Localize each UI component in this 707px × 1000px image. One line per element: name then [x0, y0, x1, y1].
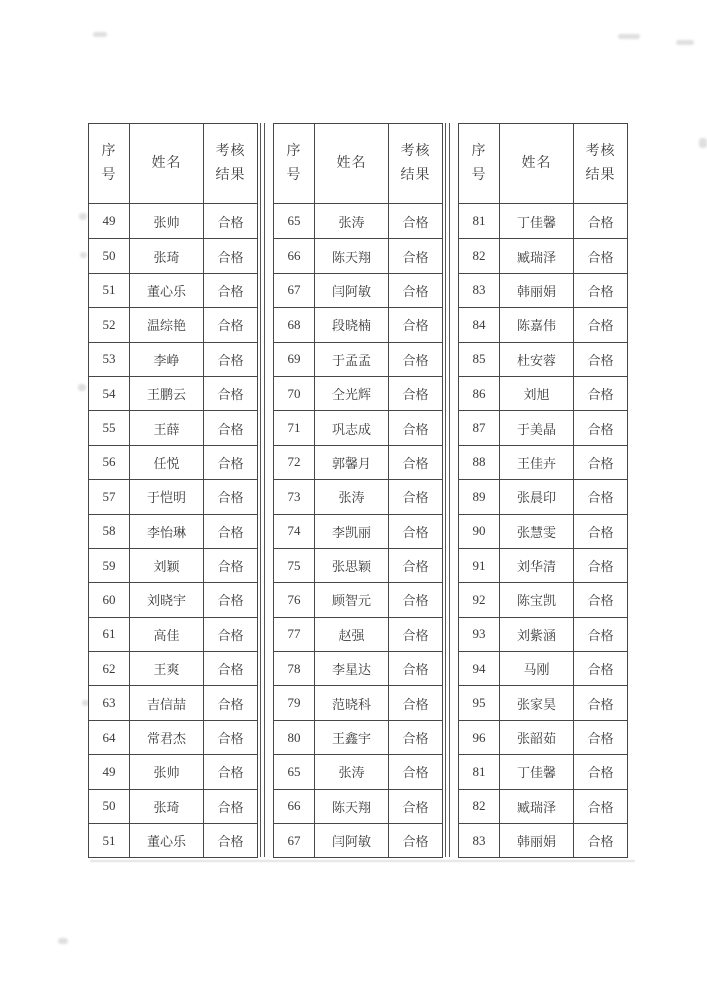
cell-serial: 50 — [102, 248, 116, 264]
table-divider-strip — [445, 123, 450, 857]
table-row — [274, 514, 442, 548]
cell-serial: 77 — [287, 626, 301, 642]
cell-name: 李峥 — [129, 343, 203, 376]
cell-result: 合格 — [203, 583, 257, 616]
cell-result: 合格 — [203, 549, 257, 582]
cell-serial: 72 — [287, 454, 301, 470]
cell-name: 赵强 — [314, 618, 388, 651]
table-row — [274, 789, 442, 823]
cell-serial: 65 — [287, 763, 301, 779]
table-row — [274, 685, 442, 719]
cell-name: 张琦 — [129, 239, 203, 272]
cell-name: 刘紫涵 — [499, 618, 573, 651]
cell-result: 合格 — [203, 239, 257, 272]
scan-artifact — [618, 34, 640, 39]
cell-name: 王薛 — [129, 411, 203, 444]
cell-name: 张慧雯 — [499, 515, 573, 548]
table-row — [274, 479, 442, 513]
cell-name: 臧瑞泽 — [499, 790, 573, 823]
cell-serial: 88 — [472, 454, 486, 470]
table-row — [89, 720, 257, 754]
table-row — [89, 445, 257, 479]
cell-serial: 52 — [102, 316, 116, 332]
cell-name: 郭馨月 — [314, 446, 388, 479]
cell-serial: 74 — [287, 523, 301, 539]
cell-name: 王爽 — [129, 652, 203, 685]
cell-serial: 51 — [102, 282, 116, 298]
table-row — [459, 823, 627, 857]
cell-serial: 64 — [102, 729, 116, 745]
cell-serial: 55 — [102, 420, 116, 436]
cell-result: 合格 — [573, 480, 627, 513]
table-row — [274, 445, 442, 479]
cell-name: 高佳 — [129, 618, 203, 651]
cell-result: 合格 — [388, 308, 442, 341]
cell-serial: 81 — [472, 763, 486, 779]
cell-name: 丁佳馨 — [499, 204, 573, 238]
table-divider-strip — [260, 123, 265, 857]
cell-result: 合格 — [573, 686, 627, 719]
cell-serial: 87 — [472, 420, 486, 436]
table-body — [274, 204, 442, 857]
cell-serial: 95 — [472, 695, 486, 711]
cell-result: 合格 — [388, 721, 442, 754]
cell-result: 合格 — [203, 274, 257, 307]
cell-result: 合格 — [203, 686, 257, 719]
table-row — [459, 720, 627, 754]
cell-serial: 67 — [287, 282, 301, 298]
table-row — [274, 307, 442, 341]
cell-serial: 54 — [102, 385, 116, 401]
table-row — [274, 720, 442, 754]
cell-result: 合格 — [573, 618, 627, 651]
cell-result: 合格 — [203, 721, 257, 754]
cell-name: 臧瑞泽 — [499, 239, 573, 272]
cell-result: 合格 — [388, 755, 442, 788]
cell-serial: 86 — [472, 385, 486, 401]
header-serial: 序 号 — [286, 143, 302, 183]
cell-name: 刘颖 — [129, 549, 203, 582]
cell-serial: 66 — [287, 248, 301, 264]
cell-result: 合格 — [573, 721, 627, 754]
table-row — [459, 307, 627, 341]
cell-name: 王鹏云 — [129, 377, 203, 410]
cell-name: 陈嘉伟 — [499, 308, 573, 341]
cell-name: 闫阿敏 — [314, 824, 388, 857]
cell-serial: 63 — [102, 695, 116, 711]
table-row — [89, 754, 257, 788]
cell-name: 张帅 — [129, 204, 203, 238]
cell-result: 合格 — [203, 618, 257, 651]
cell-name: 范晓科 — [314, 686, 388, 719]
tables-container — [88, 123, 628, 858]
table-row — [89, 307, 257, 341]
cell-name: 闫阿敏 — [314, 274, 388, 307]
cell-result: 合格 — [203, 790, 257, 823]
cell-serial: 78 — [287, 660, 301, 676]
cell-name: 张涛 — [314, 755, 388, 788]
cell-serial: 82 — [472, 248, 486, 264]
cell-serial: 51 — [102, 832, 116, 848]
cell-name: 董心乐 — [129, 824, 203, 857]
cell-result: 合格 — [388, 274, 442, 307]
cell-result: 合格 — [203, 377, 257, 410]
cell-result: 合格 — [388, 515, 442, 548]
cell-name: 张家昊 — [499, 686, 573, 719]
cell-result: 合格 — [388, 480, 442, 513]
cell-name: 段晓楠 — [314, 308, 388, 341]
cell-name: 于恺明 — [129, 480, 203, 513]
cell-result: 合格 — [388, 686, 442, 719]
table-row — [89, 376, 257, 410]
cell-serial: 61 — [102, 626, 116, 642]
cell-result: 合格 — [573, 377, 627, 410]
cell-serial: 57 — [102, 488, 116, 504]
cell-result: 合格 — [573, 652, 627, 685]
table-row — [89, 548, 257, 582]
scan-artifact — [58, 938, 68, 944]
cell-serial: 68 — [287, 316, 301, 332]
scan-artifact — [80, 252, 87, 258]
assessment-table-1 — [88, 123, 258, 858]
cell-name: 李凯丽 — [314, 515, 388, 548]
scan-artifact — [79, 213, 87, 220]
header-result: 考核 结果 — [573, 124, 627, 203]
cell-result: 合格 — [203, 308, 257, 341]
cell-result: 合格 — [388, 824, 442, 857]
table-header — [459, 124, 627, 204]
cell-serial: 60 — [102, 591, 116, 607]
cell-result: 合格 — [573, 549, 627, 582]
cell-name: 陈宝凯 — [499, 583, 573, 616]
cell-result: 合格 — [388, 411, 442, 444]
table-row — [89, 273, 257, 307]
header-name: 姓名 — [314, 124, 388, 203]
cell-result: 合格 — [388, 652, 442, 685]
cell-name: 顾智元 — [314, 583, 388, 616]
table-row — [459, 479, 627, 513]
cell-serial: 71 — [287, 420, 301, 436]
cell-name: 李怡琳 — [129, 515, 203, 548]
cell-name: 董心乐 — [129, 274, 203, 307]
table-row — [274, 617, 442, 651]
cell-name: 刘华清 — [499, 549, 573, 582]
cell-name: 丁佳馨 — [499, 755, 573, 788]
scan-artifact — [90, 860, 635, 862]
table-row — [274, 548, 442, 582]
cell-name: 杜安蓉 — [499, 343, 573, 376]
cell-serial: 73 — [287, 488, 301, 504]
cell-serial: 94 — [472, 660, 486, 676]
cell-name: 张涛 — [314, 480, 388, 513]
cell-result: 合格 — [573, 411, 627, 444]
cell-result: 合格 — [573, 824, 627, 857]
cell-result: 合格 — [203, 515, 257, 548]
table-header — [274, 124, 442, 204]
table-row — [459, 410, 627, 444]
table-row — [459, 754, 627, 788]
cell-serial: 50 — [102, 798, 116, 814]
cell-name: 刘晓宇 — [129, 583, 203, 616]
cell-result: 合格 — [388, 343, 442, 376]
cell-name: 王鑫宇 — [314, 721, 388, 754]
assessment-table-2 — [273, 123, 443, 858]
cell-serial: 81 — [472, 213, 486, 229]
header-serial: 序 号 — [101, 143, 117, 183]
table-row — [459, 204, 627, 238]
table-row — [274, 410, 442, 444]
cell-name: 韩丽娟 — [499, 824, 573, 857]
cell-serial: 90 — [472, 523, 486, 539]
cell-result: 合格 — [573, 239, 627, 272]
header-name: 姓名 — [129, 124, 203, 203]
cell-result: 合格 — [203, 480, 257, 513]
table-row — [459, 651, 627, 685]
cell-result: 合格 — [573, 446, 627, 479]
cell-serial: 49 — [102, 763, 116, 779]
cell-serial: 84 — [472, 316, 486, 332]
cell-serial: 83 — [472, 282, 486, 298]
table-header — [89, 124, 257, 204]
cell-serial: 91 — [472, 557, 486, 573]
table-row — [459, 445, 627, 479]
cell-name: 于孟孟 — [314, 343, 388, 376]
cell-name: 任悦 — [129, 446, 203, 479]
table-body — [89, 204, 257, 857]
table-row — [89, 789, 257, 823]
cell-result: 合格 — [573, 204, 627, 238]
cell-result: 合格 — [573, 755, 627, 788]
table-row — [459, 376, 627, 410]
header-result: 考核 结果 — [203, 124, 257, 203]
cell-serial: 85 — [472, 351, 486, 367]
table-row — [89, 238, 257, 272]
cell-serial: 89 — [472, 488, 486, 504]
cell-serial: 92 — [472, 591, 486, 607]
cell-result: 合格 — [573, 583, 627, 616]
cell-result: 合格 — [573, 308, 627, 341]
cell-name: 王佳卉 — [499, 446, 573, 479]
table-row — [89, 582, 257, 616]
cell-name: 张琦 — [129, 790, 203, 823]
cell-result: 合格 — [388, 618, 442, 651]
cell-serial: 96 — [472, 729, 486, 745]
cell-name: 陈天翔 — [314, 790, 388, 823]
table-row — [274, 342, 442, 376]
cell-name: 韩丽娟 — [499, 274, 573, 307]
table-row — [274, 376, 442, 410]
cell-name: 于美晶 — [499, 411, 573, 444]
cell-serial: 69 — [287, 351, 301, 367]
scan-artifact — [93, 32, 107, 37]
scan-artifact — [699, 138, 707, 148]
table-row — [459, 582, 627, 616]
cell-result: 合格 — [388, 583, 442, 616]
cell-serial: 93 — [472, 626, 486, 642]
table-row — [459, 617, 627, 651]
cell-serial: 76 — [287, 591, 301, 607]
cell-result: 合格 — [203, 652, 257, 685]
cell-result: 合格 — [203, 343, 257, 376]
table-row — [459, 685, 627, 719]
table-row — [274, 582, 442, 616]
cell-serial: 75 — [287, 557, 301, 573]
table-row — [89, 342, 257, 376]
cell-serial: 70 — [287, 385, 301, 401]
cell-name: 张涛 — [314, 204, 388, 238]
cell-name: 刘旭 — [499, 377, 573, 410]
table-row — [459, 514, 627, 548]
header-serial: 序 号 — [471, 143, 487, 183]
cell-serial: 80 — [287, 729, 301, 745]
cell-name: 陈天翔 — [314, 239, 388, 272]
cell-serial: 62 — [102, 660, 116, 676]
cell-serial: 67 — [287, 832, 301, 848]
table-row — [89, 651, 257, 685]
cell-result: 合格 — [388, 239, 442, 272]
table-row — [89, 204, 257, 238]
cell-serial: 82 — [472, 798, 486, 814]
cell-result: 合格 — [388, 446, 442, 479]
cell-serial: 79 — [287, 695, 301, 711]
cell-name: 吉信喆 — [129, 686, 203, 719]
cell-result: 合格 — [573, 274, 627, 307]
table-row — [274, 754, 442, 788]
table-row — [89, 410, 257, 444]
scan-artifact — [676, 40, 694, 45]
cell-result: 合格 — [388, 790, 442, 823]
cell-name: 张晨印 — [499, 480, 573, 513]
cell-name: 巩志成 — [314, 411, 388, 444]
table-row — [89, 685, 257, 719]
cell-serial: 49 — [102, 213, 116, 229]
cell-result: 合格 — [203, 204, 257, 238]
table-row — [89, 823, 257, 857]
cell-result: 合格 — [203, 446, 257, 479]
table-row — [89, 617, 257, 651]
cell-result: 合格 — [203, 411, 257, 444]
cell-name: 张韶茹 — [499, 721, 573, 754]
cell-serial: 59 — [102, 557, 116, 573]
cell-result: 合格 — [388, 549, 442, 582]
cell-result: 合格 — [573, 515, 627, 548]
table-row — [274, 823, 442, 857]
cell-name: 常君杰 — [129, 721, 203, 754]
table-row — [274, 273, 442, 307]
cell-serial: 65 — [287, 213, 301, 229]
table-row — [274, 651, 442, 685]
table-row — [459, 548, 627, 582]
scan-artifact — [78, 384, 86, 391]
cell-name: 仝光辉 — [314, 377, 388, 410]
cell-name: 李星达 — [314, 652, 388, 685]
cell-result: 合格 — [573, 343, 627, 376]
header-result: 考核 结果 — [388, 124, 442, 203]
table-row — [274, 204, 442, 238]
cell-serial: 58 — [102, 523, 116, 539]
cell-serial: 83 — [472, 832, 486, 848]
cell-name: 温综艳 — [129, 308, 203, 341]
cell-result: 合格 — [388, 204, 442, 238]
cell-result: 合格 — [203, 755, 257, 788]
cell-result: 合格 — [203, 824, 257, 857]
cell-serial: 53 — [102, 351, 116, 367]
table-row — [89, 514, 257, 548]
cell-serial: 56 — [102, 454, 116, 470]
cell-name: 张思颖 — [314, 549, 388, 582]
table-row — [459, 273, 627, 307]
cell-serial: 66 — [287, 798, 301, 814]
assessment-table-3 — [458, 123, 628, 858]
cell-name: 马刚 — [499, 652, 573, 685]
table-row — [459, 789, 627, 823]
table-body — [459, 204, 627, 857]
header-name: 姓名 — [499, 124, 573, 203]
table-row — [274, 238, 442, 272]
cell-result: 合格 — [388, 377, 442, 410]
table-row — [459, 238, 627, 272]
cell-name: 张帅 — [129, 755, 203, 788]
table-row — [459, 342, 627, 376]
cell-result: 合格 — [573, 790, 627, 823]
table-row — [89, 479, 257, 513]
